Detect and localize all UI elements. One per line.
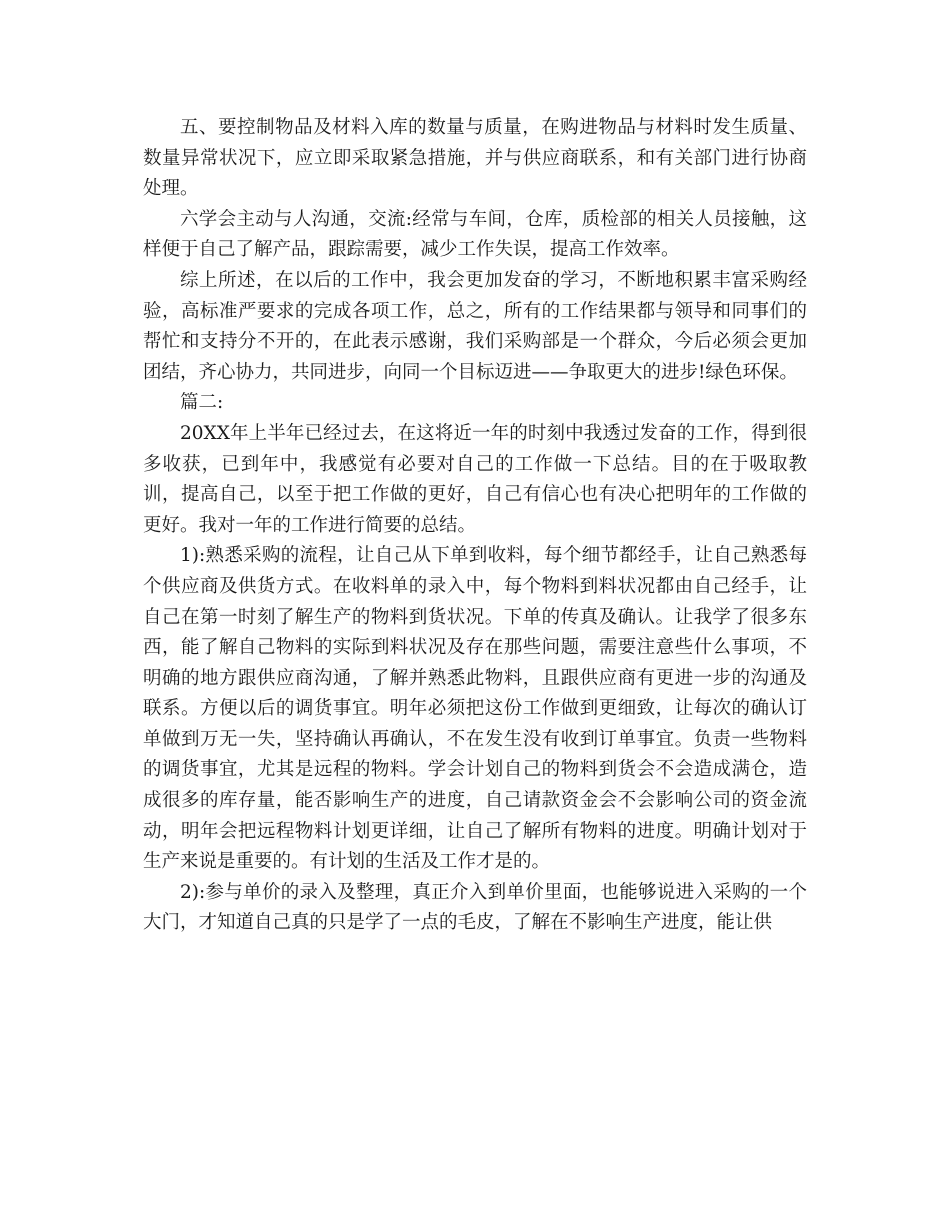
- paragraph-item-1-procurement-process: 1):熟悉采购的流程，让自己从下单到收料，每个细节都经手，让自己熟悉每个供应商及供货方式。在收料单的录入中，每个物料到料状况都由自己经手，让自己在第一时刻了解生产的物料到货状况。下单的传真及确认。让我学了很多东西，能了解自己物料的实际到料状况及存在那些问题，需要注意些什么事项，不明确的地方跟供应商沟通，了解并熟悉此物料，且跟供应商有更进一步的沟通及联系。方便以后的调货事宜。明年必须把这份工作做到更细致，让每次的确认订单做到万无一失，坚持确认再确认，不在发生没有收到订单事宜。负责一些物料的调货事宜，尤其是远程的物料。学会计划自己的物料到货会不会造成满仓，造成很多的库存量，能否影响生产的进度，自己请款资金会不会影响公司的资金流动，明年会把远程物料计划更详细，让自己了解所有物料的进度。明确计划对于生产来说是重要的。有计划的生活及工作才是的。: [143, 545, 807, 873]
- document-body: [143, 113, 807, 939]
- section-heading-part-two: 篇二:: [180, 392, 224, 414]
- paragraph-item-2-unit-price: 2):参与单价的录入及整理，真正介入到单价里面，也能够说进入采购的一个大门，才知道自己真的只是学了一点的毛皮，了解在不影响生产进度，能让供: [143, 881, 807, 934]
- paragraph-5-inventory-control: 五、要控制物品及材料入库的数量与质量，在购进物品与材料时发生质量、数量异常状况下，应立即采取紧急措施，并与供应商联系，和有关部门进行协商处理。: [143, 117, 807, 200]
- paragraph-half-year-intro: 20XX年上半年已经过去，在这将近一年的时刻中我透过发奋的工作，得到很多收获，已到年中，我感觉有必要对自己的工作做一下总结。目的在于吸取教训，提高自己，以至于把工作做的更好，自己有信心也有决心把明年的工作做的更好。我对一年的工作进行简要的总结。: [143, 422, 807, 536]
- paragraph-summary: 综上所述，在以后的工作中，我会更加发奋的学习，不断地积累丰富采购经验，高标准严要求的完成各项工作，总之，所有的工作结果都与领导和同事们的帮忙和支持分不开的，在此表示感谢，我们采购部是一个群众，今后必须会更加团结，齐心协力，共同进步，向同一个目标迈进——争取更大的进步!绿色环保。: [143, 269, 807, 383]
- paragraph-6-communication: 六学会主动与人沟通，交流:经常与车间，仓库，质检部的相关人员接触，这样便于自己了解产品，跟踪需要，减少工作失误，提高工作效率。: [143, 208, 807, 261]
